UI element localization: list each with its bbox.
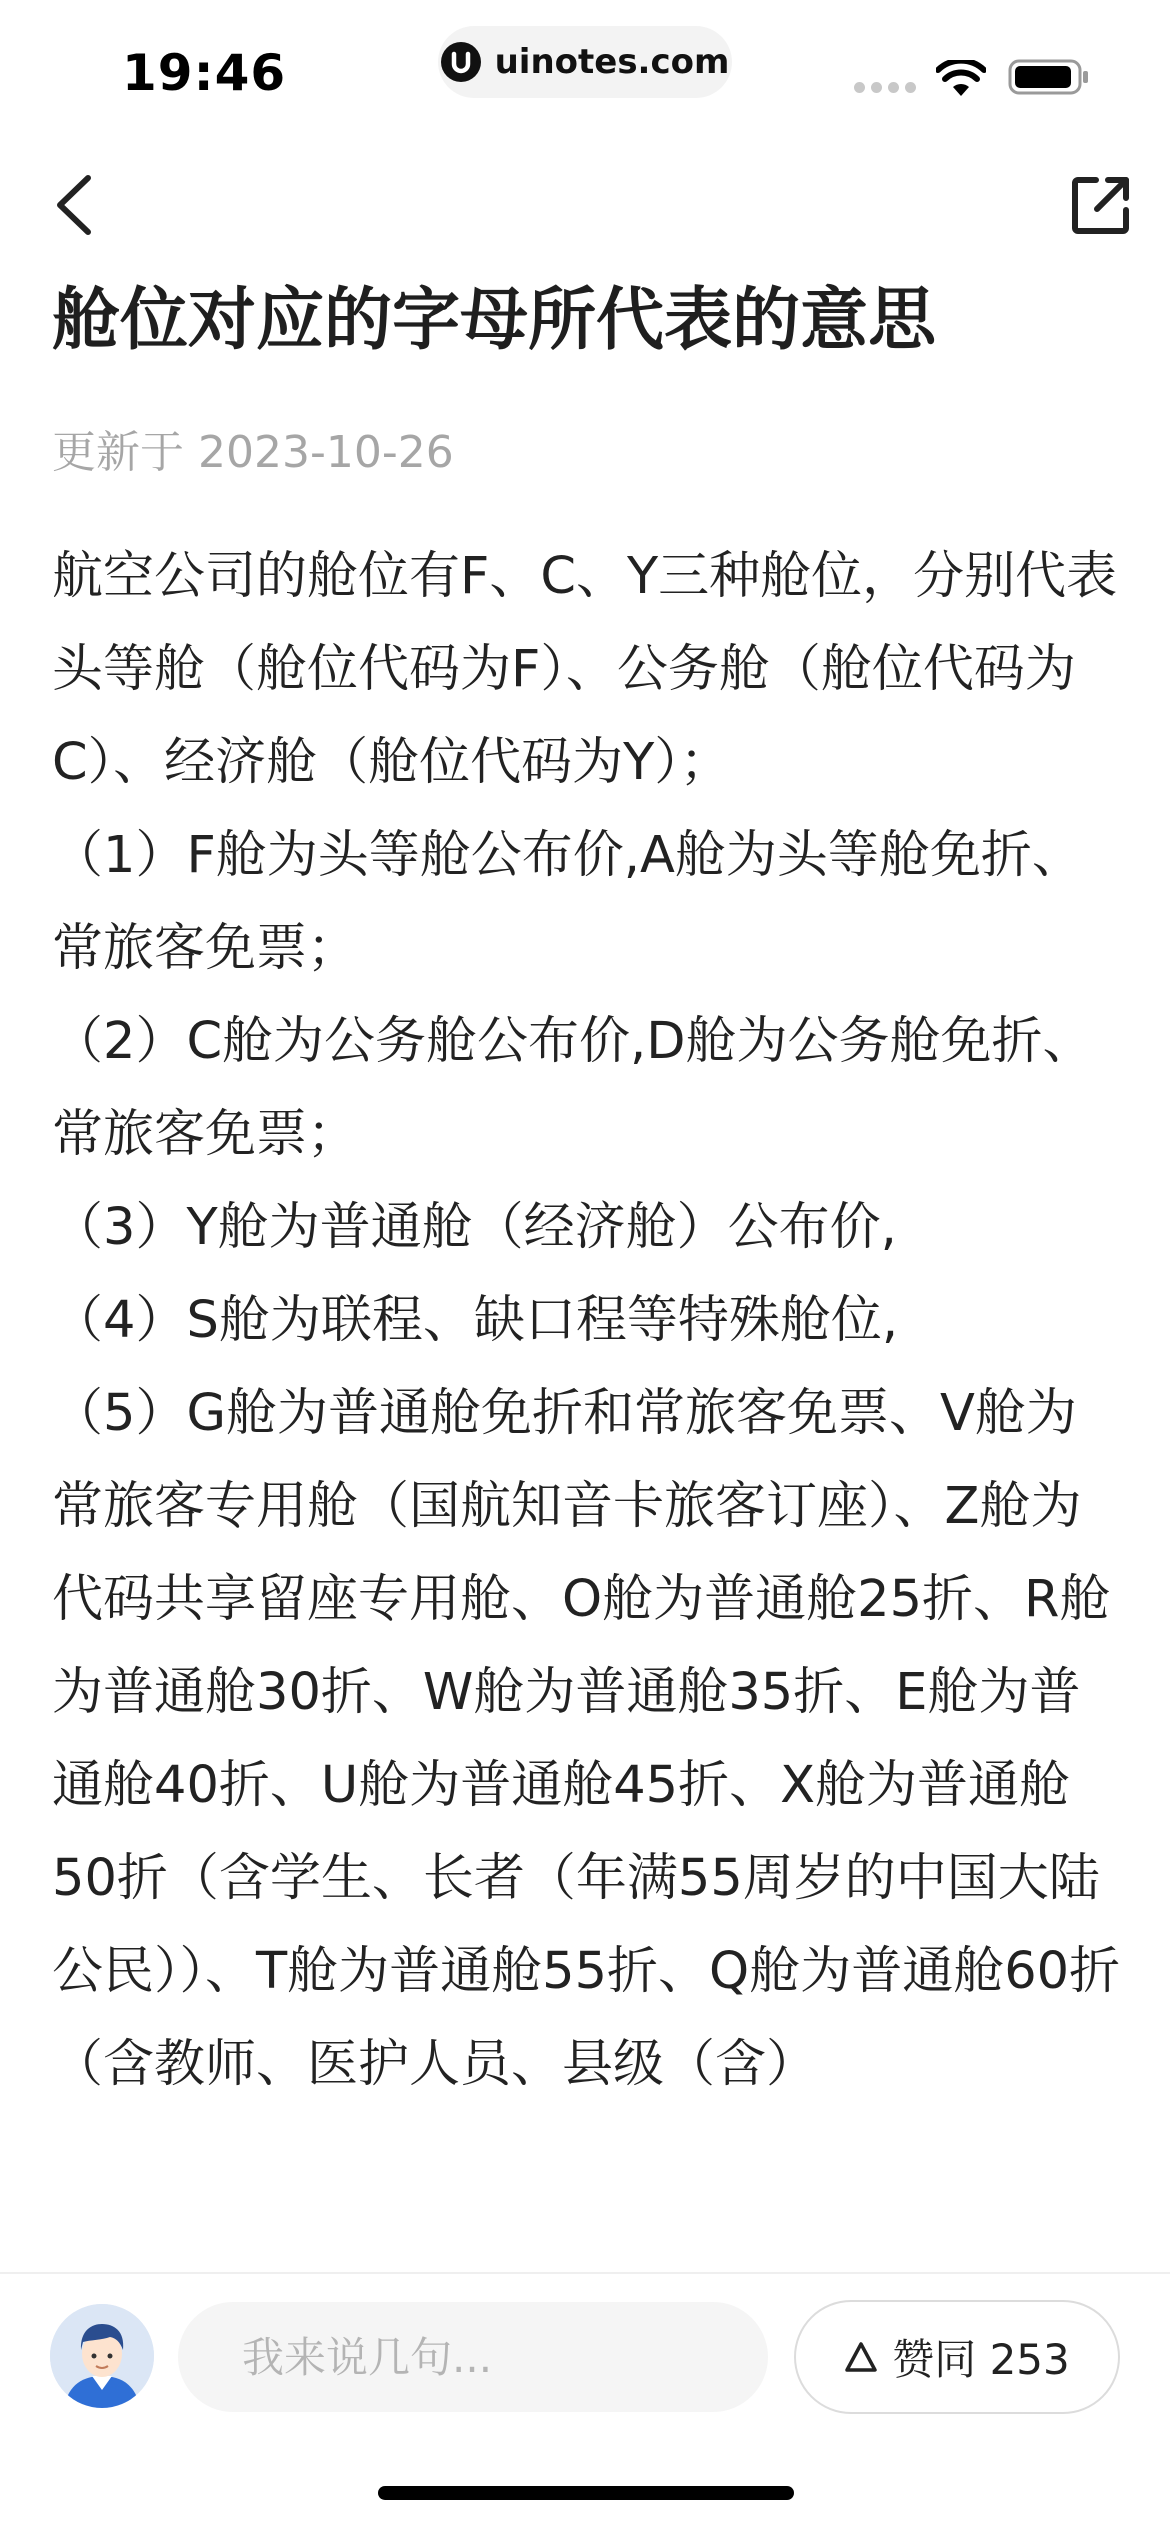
share-button[interactable]	[1066, 170, 1136, 240]
article-paragraph: （1）F舱为头等舱公布价,A舱为头等舱免折、常旅客免票；	[52, 826, 1083, 978]
update-date: 更新于 2023-10-26	[52, 427, 454, 478]
status-bar	[0, 0, 1170, 140]
like-label: 赞同 253	[892, 2335, 1070, 2384]
comment-input[interactable]	[178, 2302, 768, 2412]
url-pill[interactable]	[438, 26, 732, 98]
page-title: 舱位对应的字母所代表的意思	[52, 281, 937, 360]
chevron-left-icon	[54, 174, 94, 236]
wifi-icon	[936, 60, 986, 98]
article-paragraph: （4）S舱为联程、缺口程等特殊舱位,	[52, 1291, 899, 1350]
avatar[interactable]	[50, 2304, 154, 2408]
article-paragraph: 航空公司的舱位有F、C、Y三种舱位，分别代表头等舱（舱位代码为F）、公务舱（舱位代码为C）、经济舱（舱位代码为Y）；	[52, 547, 1118, 792]
like-button[interactable]	[794, 2300, 1120, 2414]
battery-icon	[1008, 58, 1090, 96]
back-button[interactable]	[44, 170, 104, 240]
user-avatar-icon	[50, 2304, 154, 2408]
article-paragraph: （2）C舱为公务舱公布价,D舱为公务舱免折、常旅客免票；	[52, 1012, 1094, 1164]
article-paragraph: （5）G舱为普通舱免折和常旅客免票、V舱为常旅客专用舱（国航知音卡旅客订座）、Z舱为代码共享留座专用舱、O舱为普通舱25折、R舱为普通舱30折、W舱为普通舱35折、E舱为普通舱40折、U舱为普通舱45折、X舱为普通舱50折（含学生、长者（年满55周岁的中国大陆公民））、T舱为普通舱55折、Q舱为普通舱60折（含教师、医护人员、县级（含）	[52, 1384, 1121, 2094]
article-body	[52, 530, 1122, 2270]
article-paragraph: （3）Y舱为普通舱（经济舱）公布价,	[52, 1198, 897, 1257]
status-time: 19:46	[122, 44, 287, 102]
external-share-icon	[1070, 174, 1132, 236]
triangle-up-icon	[844, 2340, 878, 2374]
signal-icon	[854, 82, 916, 93]
url-text: uinotes.com	[494, 42, 730, 82]
uinotes-logo-icon	[441, 42, 481, 82]
home-indicator[interactable]	[378, 2486, 794, 2500]
